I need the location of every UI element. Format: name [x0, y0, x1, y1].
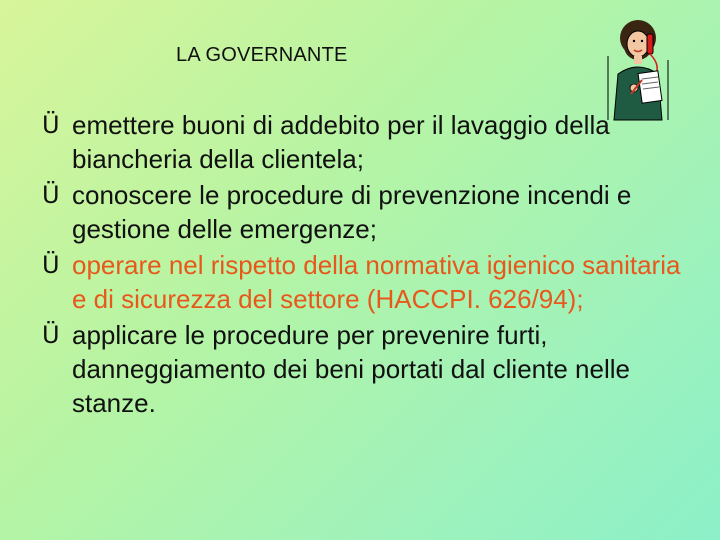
bullet-item: [42, 108, 702, 176]
check-arrow-icon: Ü: [42, 181, 60, 209]
bullet-text: applicare le procedure per prevenire furti, danneggiamento dei beni portati dal cliente nelle stanze.: [72, 320, 630, 418]
slide-title: LA GOVERNANTE: [176, 44, 348, 66]
bullet-item: [42, 248, 702, 316]
bullet-item: [42, 318, 702, 420]
bullet-text: conoscere le procedure di prevenzione incendi e gestione delle emergenze;: [72, 180, 632, 244]
check-arrow-icon: Ü: [42, 321, 60, 349]
bullet-list: [42, 108, 702, 420]
bullet-item: [42, 178, 702, 246]
bullet-text: emettere buoni di addebito per il lavaggio della biancheria della clientela;: [72, 110, 610, 174]
bullet-text: operare nel rispetto della normativa igienico sanitaria e di sicurezza del settore (HACCPI. 626/94);: [72, 250, 681, 314]
check-arrow-icon: Ü: [42, 251, 60, 279]
check-arrow-icon: Ü: [42, 111, 60, 139]
